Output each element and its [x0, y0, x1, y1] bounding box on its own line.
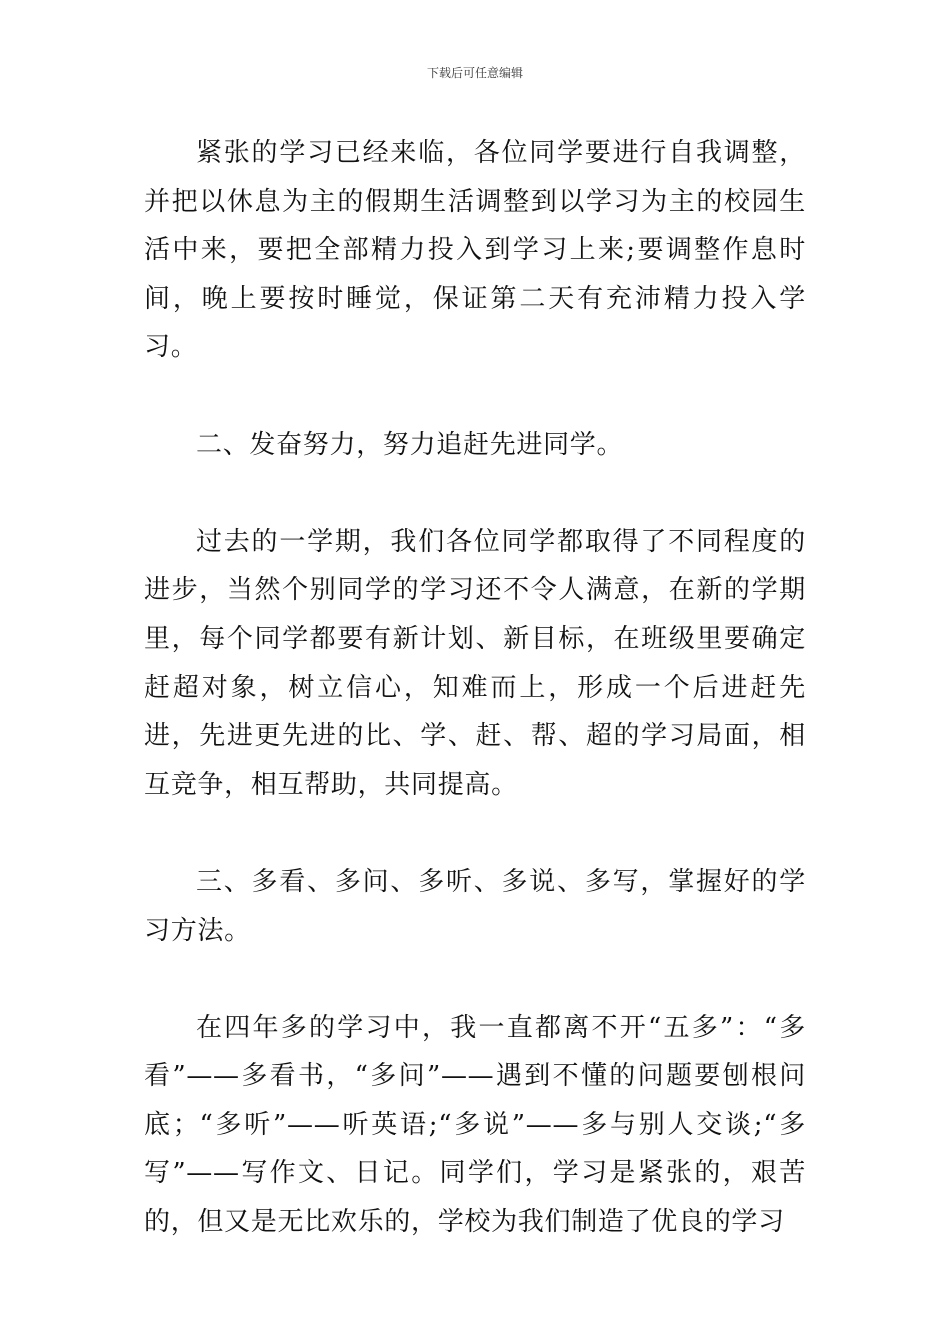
paragraph-adjust-self: 紧张的学习已经来临，各位同学要进行自我调整，并把以休息为主的假期生活调整到以学习为主的校园生活中来，要把全部精力投入到学习上来;要调整作息时间，晚上要按时睡觉，保证第二天有充沛精力投入学习。 [144, 138, 806, 363]
paragraph-gap [144, 809, 806, 858]
paragraph-gap [144, 372, 806, 421]
paragraph-five-more: 在四年多的学习中，我一直都离不开“五多”：“多看”——多看书，“多问”——遇到不懂的问题要刨根问底；“多听”——听英语;“多说”——多与别人交谈;“多写”——写作文、日记。同学们，学习是紧张的，艰苦的，但又是无比欢乐的，学校为我们制造了优良的学习 [144, 1012, 806, 1238]
paragraph-gap [144, 955, 806, 1004]
paragraph-gap [144, 469, 806, 518]
heading-section-three: 三、多看、多问、多听、多说、多写，掌握好的学习方法。 [144, 866, 806, 946]
page-header: 下载后可任意编辑 [426, 66, 523, 80]
paragraph-past-semester: 过去的一学期，我们各位同学都取得了不同程度的进步，当然个别同学的学习还不令人满意，在新的学期里，每个同学都要有新计划、新目标，在班级里要确定赶超对象，树立信心，知难而上，形成一个后进赶先进，先进更先进的比、学、赶、帮、超的学习局面，相互竞争，相互帮助，共同提高。 [144, 526, 806, 800]
heading-section-two: 二、发奋努力，努力追赶先进同学。 [196, 429, 624, 460]
document-body [144, 129, 806, 1247]
